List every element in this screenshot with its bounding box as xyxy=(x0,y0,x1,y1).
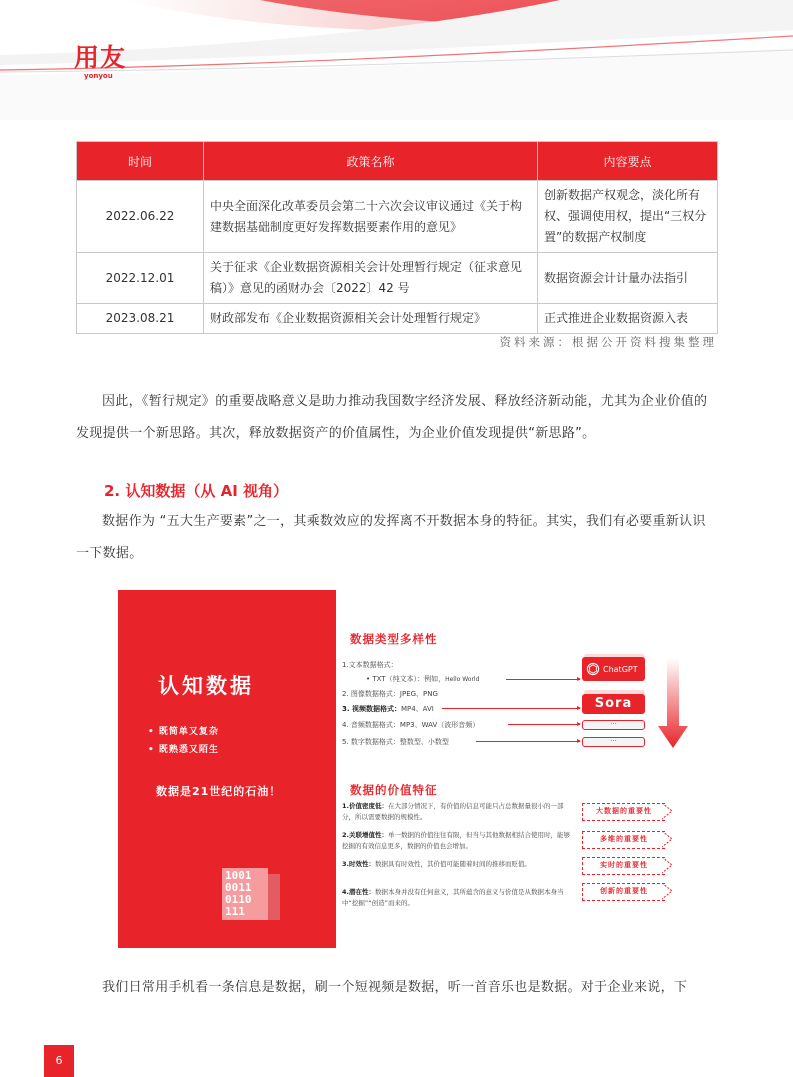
page-number: 6 xyxy=(44,1045,74,1077)
cell-date: 2022.06.22 xyxy=(77,181,204,253)
section-heading: 2. 认知数据（从 AI 视角） xyxy=(104,482,288,500)
column-header-time: 时间 xyxy=(77,142,204,181)
data-values-title: 数据的价值特征 xyxy=(350,783,438,797)
data-type-video-value: MP4、AVI xyxy=(400,705,434,713)
binary-cube-icon xyxy=(222,868,280,920)
value-tag xyxy=(582,803,674,821)
figure-right-panel xyxy=(336,590,676,948)
figure-bullet-text: 既简单又复杂 xyxy=(158,727,219,737)
value-tag xyxy=(582,857,674,875)
cell-policy-name: 财政部发布《企业数据资源相关会计处理暂行规定》 xyxy=(204,304,538,334)
sora-badge: Sora xyxy=(582,694,645,714)
chatgpt-icon xyxy=(586,662,600,676)
figure-left-panel xyxy=(118,590,336,948)
column-header-key-points: 内容要点 xyxy=(538,142,718,181)
value-tag-label: 实时的重要性 xyxy=(600,861,648,869)
down-arrow-icon xyxy=(656,658,690,750)
source-note: 资料来源：根据公开资料搜集整理 xyxy=(499,335,717,349)
data-type-example: Hello World xyxy=(445,676,480,683)
more-formats-placeholder: ··· xyxy=(582,720,645,730)
table-row xyxy=(77,253,718,304)
cell-date: 2022.12.01 xyxy=(77,253,204,304)
chatgpt-label: ChatGPT xyxy=(603,664,638,674)
page-header xyxy=(0,0,793,120)
paragraph-data-factor: 数据作为 “五大生产要素”之一，其乘数效应的发挥离不开数据本身的特征。其实，我们有必要重新认识一下数据。 xyxy=(76,514,706,561)
cell-key-points: 正式推进企业数据资源入表 xyxy=(538,304,718,334)
value-item-label: 2.关联增值性： xyxy=(342,831,388,839)
value-tag-label: 多维的重要性 xyxy=(600,835,648,843)
cube-row: 0110 xyxy=(225,893,252,906)
value-item-label: 3.时效性： xyxy=(342,860,375,868)
data-type-text: 1.文本数据格式： xyxy=(342,661,398,669)
connector-arrow xyxy=(442,708,580,709)
data-type-audio: 4. 音频数据格式：MP3、WAV（波形音频） xyxy=(342,721,480,729)
data-type-text-sub-label: TXT（纯文本）：例如， xyxy=(372,675,446,683)
figure-bullet-text: 既熟悉又陌生 xyxy=(158,745,219,755)
table-row xyxy=(77,181,718,253)
connector-arrow xyxy=(508,724,580,725)
connector-arrow xyxy=(506,679,580,680)
value-item-text: 数据具有时效性，其价值可能随着时间的推移而贬值。 xyxy=(375,860,531,868)
data-type-text-sub: • TXT（纯文本）：例如，Hello World xyxy=(366,675,480,683)
value-tag xyxy=(582,883,674,901)
policy-table xyxy=(76,141,718,334)
figure-bullet: • 既熟悉又陌生 xyxy=(148,745,219,755)
logo-english: yonyou xyxy=(84,72,113,80)
data-type-video xyxy=(342,704,434,714)
cube-row: 111 xyxy=(225,905,245,918)
figure-bullet: • 既简单又复杂 xyxy=(148,727,219,737)
chatgpt-badge xyxy=(582,657,645,681)
paragraph-strategic-significance: 因此，《暂行规定》的重要战略意义是助力推动我国数字经济发展、释放经济新动能，尤其为企业价值的发现提供一个新思路。其次，释放数据资产的价值属性，为企业价值发现提供“新思路”。 xyxy=(76,394,708,441)
value-tag-label: 创新的重要性 xyxy=(600,887,648,895)
cube-row: 1001 xyxy=(225,869,252,882)
data-type-image: 2. 图像数据格式：JPEG、PNG xyxy=(342,690,438,698)
cell-key-points: 创新数据产权观念，淡化所有权、强调使用权，提出“三权分置”的数据产权制度 xyxy=(538,181,718,253)
data-type-number: 5. 数字数据格式：整数型、小数型 xyxy=(342,738,449,746)
value-item xyxy=(342,801,574,823)
figure-title: 认知数据 xyxy=(158,674,254,698)
cell-date: 2023.08.21 xyxy=(77,304,204,334)
figure-slogan: 数据是21世纪的石油！ xyxy=(156,785,282,798)
column-header-policy-name: 政策名称 xyxy=(204,142,538,181)
cell-policy-name: 中央全面深化改革委员会第二十六次会议审议通过《关于构建数据基础制度更好发挥数据要素作用的意见》 xyxy=(204,181,538,253)
cell-key-points: 数据资源会计计量办法指引 xyxy=(538,253,718,304)
value-item-label: 4.潜在性： xyxy=(342,888,375,896)
value-item-label: 1.价值密度低： xyxy=(342,802,388,810)
cell-policy-name: 关于征求《企业数据资源相关会计处理暂行规定（征求意见稿）》意见的函财办会〔2022〕42 号 xyxy=(204,253,538,304)
paragraph-daily-data: 我们日常用手机看一条信息是数据，刷一个短视频是数据，听一首音乐也是数据。对于企业来说，下 xyxy=(102,980,688,995)
value-item xyxy=(342,830,574,852)
value-item xyxy=(342,887,574,909)
value-item xyxy=(342,859,574,870)
table-row xyxy=(77,304,718,334)
value-item-text: 在大部分情况下，有价值的信息可能只占总数据量很小的一部分，所以需要数据的规模性。 xyxy=(342,802,564,821)
value-item-text: 单一数据的价值往往有限，但当与其他数据相结合使用时，能够挖掘的有效信息更多，数据的价值也会增加。 xyxy=(342,831,570,850)
value-item-text: 数据本身并没有任何意义，其所蕴含的意义与价值是从数据本身当中“挖掘”“创造”而来的。 xyxy=(342,888,564,907)
connector-arrow xyxy=(476,741,580,742)
data-cognition-figure xyxy=(118,590,676,948)
data-type-video-label: 3. 视频数据格式： xyxy=(342,705,401,713)
value-tag xyxy=(582,831,674,849)
data-types-title: 数据类型多样性 xyxy=(350,632,438,646)
table-header-row xyxy=(77,142,718,181)
cube-row: 0011 xyxy=(225,881,252,894)
logo-chinese: 用友 xyxy=(74,43,127,72)
more-formats-placeholder: ··· xyxy=(582,737,645,747)
yonyou-logo xyxy=(74,44,126,80)
value-tag-label: 大数据的重要性 xyxy=(596,807,652,815)
